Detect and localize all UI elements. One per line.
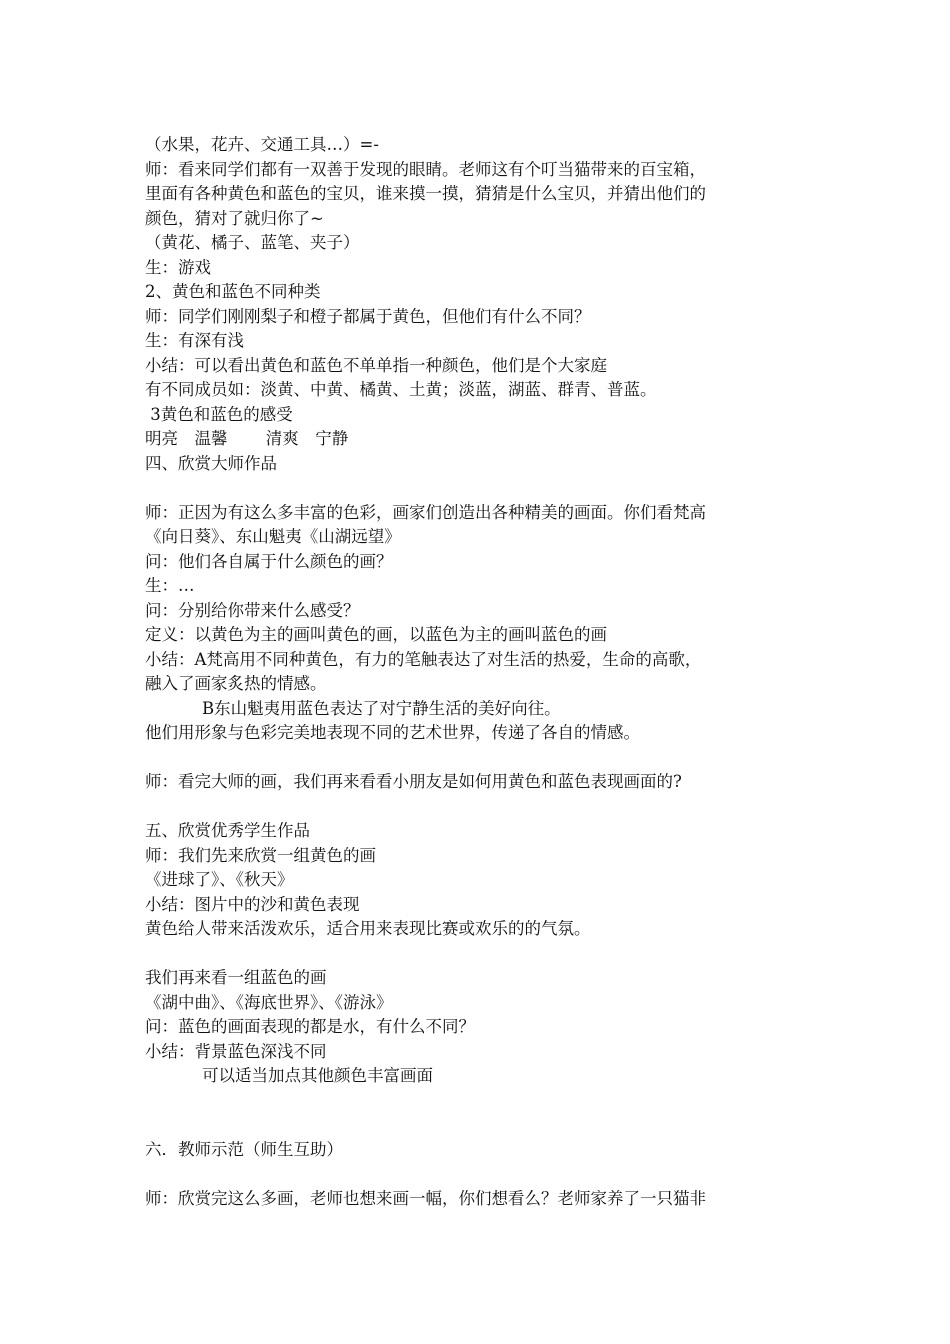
text-line: 我们再来看一组蓝色的画: [145, 968, 327, 987]
text-line: 问：蓝色的画面表现的都是水，有什么不同？: [145, 1017, 475, 1036]
blank-line: [145, 1162, 825, 1187]
blank-line: [145, 1113, 825, 1138]
section-heading: 2、黄色和蓝色不同种类: [145, 282, 321, 301]
text-line: （水果，花卉、交通工具…）=-: [145, 135, 379, 154]
text-line: 生：…: [145, 576, 195, 595]
text-line: B东山魁夷用蓝色表达了对宁静生活的美好向往。: [202, 698, 561, 718]
text-line: 有不同成员如：淡黄、中黄、橘黄、土黄；淡蓝，湖蓝、群青、普蓝。: [145, 380, 657, 399]
text-line: 小结：背景蓝色深浅不同: [145, 1041, 327, 1061]
text-line: 师：我们先来欣赏一组黄色的画: [145, 845, 376, 865]
text-line: 师：看来同学们都有一双善于发现的眼睛。老师这有个叮当猫带来的百宝箱，: [145, 159, 706, 179]
text-line: 小结：可以看出黄色和蓝色不单单指一种颜色，他们是个大家庭: [145, 355, 607, 375]
text-line: 《向日葵》、东山魁夷《山湖远望》: [145, 527, 401, 546]
blank-line: [145, 746, 825, 771]
text-line: 融入了画家炙热的情感。: [145, 674, 327, 693]
text-line: 生：有深有浅: [145, 331, 244, 350]
text-line: 他们用形象与色彩完美地表现不同的艺术世界，传递了各自的情感。: [145, 723, 640, 742]
text-line: 黄色给人带来活泼欢乐，适合用来表现比赛或欢乐的的气氛。: [145, 919, 591, 938]
text-line: 师：同学们刚刚梨子和橙子都属于黄色，但他们有什么不同？: [145, 306, 591, 326]
section-heading: 五、欣赏优秀学生作品: [145, 821, 310, 840]
text-line: （黄花、橘子、蓝笔、夹子）: [145, 233, 360, 252]
text-line: 问：他们各自属于什么颜色的画？: [145, 551, 393, 571]
text-line: 明亮 温馨 清爽 宁静: [145, 429, 349, 448]
section-heading: 六．教师示范（师生互助）: [145, 1139, 343, 1159]
blank-line: [145, 795, 825, 820]
blank-line: [145, 476, 825, 501]
text-line: 师：正因为有这么多丰富的色彩，画家们创造出各种精美的画面。你们看梵高: [145, 502, 706, 522]
text-line: 《湖中曲》、《海底世界》、《游泳》: [145, 992, 393, 1012]
blank-line: [145, 942, 825, 967]
text-line: 问：分别给你带来什么感受？: [145, 600, 360, 620]
text-line: 师：看完大师的画，我们再来看看小朋友是如何用黄色和蓝色表现画面的?: [145, 772, 682, 791]
text-line: 师：欣赏完这么多画，老师也想来画一幅，你们想看么？老师家养了一只猫非: [145, 1188, 706, 1208]
text-line: 小结：A梵高用不同种黄色，有力的笔触表达了对生活的热爱，生命的高歌，: [145, 649, 702, 669]
blank-line: [145, 1089, 825, 1114]
document-page: [145, 133, 825, 1211]
text-line: 小结：图片中的沙和黄色表现: [145, 894, 360, 914]
text-line: 颜色，猜对了就归你了~: [145, 208, 324, 228]
text-line: 里面有各种黄色和蓝色的宝贝，谁来摸一摸，猜猜是什么宝贝，并猜出他们的: [145, 184, 706, 203]
text-line: 可以适当加点其他颜色丰富画面: [202, 1066, 433, 1085]
text-line: 生：游戏: [145, 257, 211, 277]
text-line: 定义：以黄色为主的画叫黄色的画，以蓝色为主的画叫蓝色的画: [145, 625, 607, 644]
section-heading: 四、欣赏大师作品: [145, 453, 277, 473]
section-heading: 3黄色和蓝色的感受: [145, 404, 293, 424]
text-line: 《进球了》、《秋天》: [145, 870, 294, 889]
